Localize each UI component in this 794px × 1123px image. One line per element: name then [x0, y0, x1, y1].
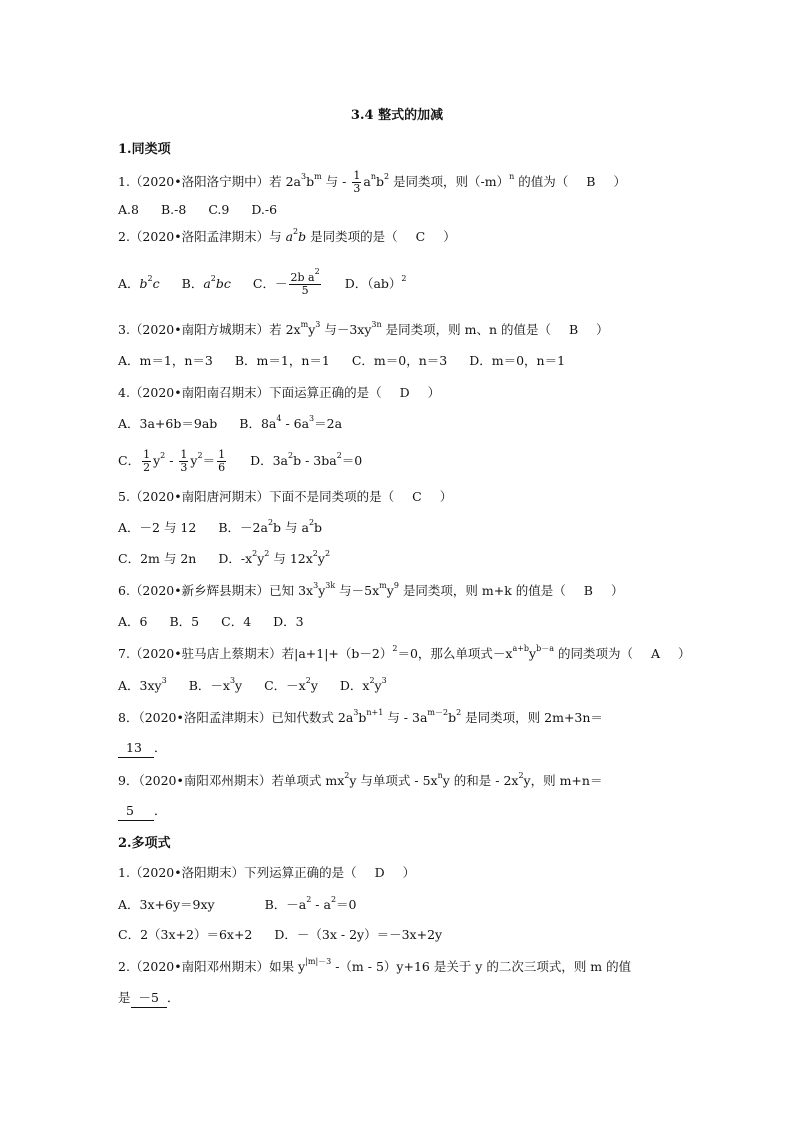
answer: C [415, 229, 426, 244]
answer: B [568, 322, 579, 337]
answer: C [412, 489, 422, 504]
answer: B [586, 174, 596, 189]
question-4: 4.（2020•南阳南召期末）下面运算正确的是（ D ） [118, 385, 441, 400]
answer-blank: 5 [118, 802, 154, 821]
question-3-options: A．m＝1，n＝3 B．m＝1，n＝1 C．m＝0，n＝3 D．m＝0，n＝1 [118, 353, 566, 368]
section-heading-like-terms: 1.同类项 [118, 142, 171, 157]
polynomial-question-2: 2.（2020•南阳邓州期末）如果 $y^{|m|-3}$ -（m - 5）y+16 是关于 y 的二次三项式，则 m 的值 [118, 957, 632, 974]
question-7-options: A．$3xy^3$ B．$-x^3y$ C．$-x^2y$ D．$x^2y^3$ [118, 676, 387, 693]
question-9-answer-line: 5 ． [118, 802, 167, 821]
fraction-one-third: $\frac{1}{3}$ [353, 169, 361, 195]
question-7: 7.（2020•驻马店上蔡期末）若$|a+1|+(b-2)^2=0$，那么单项式$-x^{a+b}y^{b-a}$ 的同类项为（ A ） [118, 644, 691, 661]
answer: B [583, 583, 593, 598]
question-8: 8．（2020•洛阳孟津期末）已知代数式 $2a^3b^{n+1}$ 与 - $3a^{m-2}b^2$ 是同类项，则 2m+3n＝ [118, 708, 603, 725]
polynomial-question-1-options-cd: C．2（3x+2）＝6x+2 D．－（3x - 2y）＝－3x+2y [118, 927, 443, 942]
question-3: 3.（2020•南阳方城期末）若 $2x^my^3$ 与$-3xy^{3n}$ 是同类项，则 m、n 的值是（ B ） [118, 320, 609, 337]
section-heading-polynomials: 2.多项式 [118, 836, 171, 851]
polynomial-question-1-options-ab: A．3x+6y＝9xy B．$-a^2 - a^2=0$ [118, 895, 357, 912]
polynomial-question-1: 1.（2020•洛阳期末）下列运算正确的是（ D ） [118, 865, 416, 880]
question-6-options: A．6 B．5 C．4 D．3 [118, 614, 304, 629]
answer: D [399, 385, 410, 400]
question-4-options-cd: C． $\frac{1}{2}$ $y^2$ - $\frac{1}{3}$ $y^2=$ $\frac{1}{6}$ D．$3a^2b - 3ba^2=0$ [118, 448, 363, 474]
question-5-options-cd: C．2m 与 2n D．$-x^2y^2$ 与 $12x^2y^2$ [118, 549, 331, 566]
question-1: 1.（2020•洛阳洛宁期中）若 $2a^3b^m$ 与 - $\frac{1}{3}$ $a^nb^2$ 是同类项，则$(-m)^n$ 的值为（ B ） [118, 169, 626, 195]
answer-blank: 13 [118, 739, 154, 758]
polynomial-question-2-answer-line: 是 －5 ． [118, 989, 179, 1008]
question-2: 2.（2020•洛阳孟津期末）与 $a^2b$ 是同类项的是（ C ） [118, 227, 456, 244]
question-8-answer-line: 13 ． [118, 739, 167, 758]
answer: D [374, 865, 385, 880]
question-9: 9．（2020•南阳邓州期末）若单项式 $mx^2y$ 与单项式 - $5x^ny$ 的和是 - $2x^2y$，则 m+n＝ [118, 771, 603, 788]
question-2-options: A．$b^2c$ B．$a^2bc$ C．－ $\frac{2b a^2}{5}$ D．（ab）$^2$ [118, 267, 407, 297]
question-6: 6.（2020•新乡辉县期末）已知 $3x^3y^{3k}$ 与$-5x^my^9$ 是同类项，则 m+k 的值是（ B ） [118, 581, 624, 598]
fraction-option-c: $\frac{2b a^2}{5}$ [290, 267, 320, 297]
answer-blank: －5 [131, 989, 167, 1008]
page-title: 3.4 整式的加减 [350, 108, 444, 123]
question-5-options-ab: A．－2 与 12 B．$-2a^2b$ 与 $a^2b$ [118, 518, 323, 535]
answer: A [650, 646, 661, 661]
question-1-options: A.8 B.-8 C.9 D.-6 [118, 202, 278, 217]
question-4-options-ab: A．3a+6b＝9ab B．$8a^4 - 6a^3=2a$ [118, 414, 343, 431]
question-5: 5.（2020•南阳唐河期末）下面不是同类项的是（ C ） [118, 489, 453, 504]
